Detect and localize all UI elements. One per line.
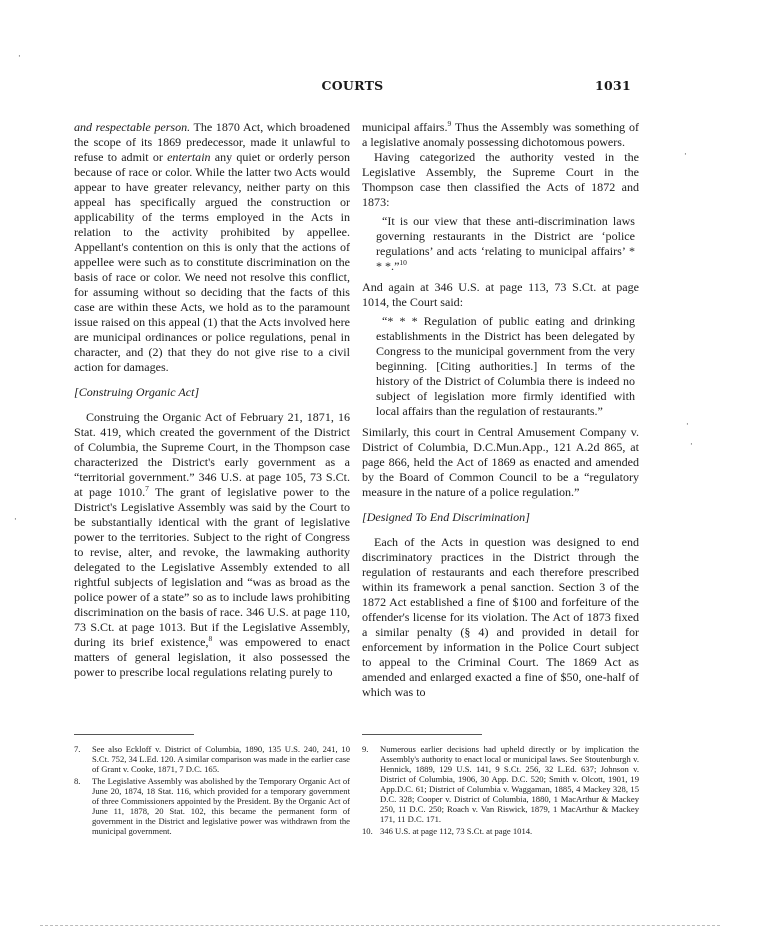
footnote-10 <box>362 826 639 836</box>
text-run: Construing the Organic Act of February 21, 1871, 16 Stat. 419, which created the government of the District of Columbia, the Supreme Court, in the Thompson case characterized the District's early government as a “territorial government.” 346 U.S. at page 105, 73 S.Ct. at page 1010. <box>74 410 350 499</box>
footnote-ref-8[interactable]: 8 <box>208 633 213 643</box>
footnote-8 <box>74 776 350 836</box>
paragraph-organic-act <box>74 410 350 680</box>
footnote-number: 9. <box>362 744 369 754</box>
paragraph-each-act: Each of the Acts in question was designed to end discriminatory practices in the District through the regulation of restaurants and each therefore prescribed within its framework a penal sanction. Section 3 of the 1872 Act established a fine of $100 and forfeiture of the offender's license for its violation. The Act of 1873 fixed a similar penalty (§ 4) and provided in detail for enforcement by information in the Police Court subject to appeal to the Criminal Court. The 1869 Act as amended and enlarged exacted a fine of $50, one-half of which was to <box>362 535 639 699</box>
footnote-9 <box>362 744 639 824</box>
right-column <box>362 120 639 700</box>
paragraph-categorized: Having categorized the authority vested in the Legislative Assembly, the Supreme Court in the Thompson case then classified the Acts of 1872 and 1873: <box>362 150 639 209</box>
scan-speck: · <box>18 52 21 62</box>
paragraph-similarly: Similarly, this court in Central Amusement Company v. District of Columbia, D.C.Mun.App., 121 A.2d 865, at page 866, held the Act of 1869 as enacted and amended by the Board of Common Council to be a “regulatory measure in the nature of a police regulation.” <box>362 425 639 499</box>
footnote-ref-7[interactable]: 7 <box>145 483 149 493</box>
footnote-rule-left <box>74 734 194 735</box>
footnote-number: 8. <box>74 776 81 786</box>
italic-word: entertain <box>167 150 211 164</box>
paragraph-continued <box>74 120 350 375</box>
running-title: COURTS <box>321 78 384 93</box>
footnote-text: 346 U.S. at page 112, 73 S.Ct. at page 1014. <box>380 826 533 836</box>
scan-speck: · <box>690 440 693 450</box>
footnote-ref-10[interactable]: 10 <box>399 257 407 267</box>
scan-speck: · <box>14 515 17 525</box>
footnotes-left <box>74 744 350 838</box>
text-run: Thus the Assembly was something of a legislative anomaly possessing dichotomous powers. <box>362 120 639 149</box>
footnote-number: 7. <box>74 744 81 754</box>
block-quote-2: “* * * Regulation of public eating and drinking establishments in the District has been delegated by Congress to the municipal government from the very beginning. [Citing authorities.] In terms of the history of the District of Columbia there is indeed no subject of legislation more firmly identified with local affairs than the regulation of restaurants.” <box>376 314 635 418</box>
text-run: municipal affairs. <box>362 120 448 134</box>
footnote-ref-9[interactable]: 9 <box>447 118 452 128</box>
footnote-7 <box>74 744 350 774</box>
section-heading-construing: [Construing Organic Act] <box>74 385 200 399</box>
footnotes-right <box>362 744 639 838</box>
paragraph-and-again: And again at 346 U.S. at page 113, 73 S.Ct. at page 1014, the Court said: <box>362 280 639 309</box>
italic-phrase: and respectable person. <box>74 120 191 134</box>
text-run: The 1870 Act, which broadened the scope of its 1869 predecessor, made it unlawful to refuse to admit or <box>74 120 350 164</box>
running-header <box>74 78 631 94</box>
text-run: any quiet or orderly person because of race or color. While the latter two Acts would appear to have greater relevancy, neither party on this appeal has specifically argued the construction or applicability of the terms employed in the Acts in relation to the activity prohibited by appellee. Appellant's contention on this is only that the actions of appellee were such as to constitute discrimination on the basis of race or color. We need not resolve this conflict, for assuming without so deciding that the facts of this case are within these Acts, we hold as to the paramount issue raised on this appeal (1) that the Acts involved here are municipal ordinances or police regulations, penal in character, and (2) that they do not give rise to a civil action for damages. <box>74 150 350 374</box>
footnote-text: Numerous earlier decisions had upheld directly or by implication the Assembly's authority to enact local or municipal laws. See Stoutenburgh v. Hennick, 1889, 129 U.S. 141, 9 S.Ct. 256, 32 L.Ed. 637; Johnson v. District of Columbia, 1906, 30 App. D.C. 520; Smith v. Olcott, 1901, 19 App.D.C. 61; District of Columbia v. Waggaman, 1885, 4 Mackey 328, 15 D.C. 328; Cooper v. District of Columbia, 1880, 1 MacArthur & Mackey 250, 11 D.C. 250; Roach v. Van Riswick, 1879, 1 MacArthur & Mackey 171, 11 D.C. 171. <box>380 744 639 824</box>
paragraph-continued-right <box>362 120 639 150</box>
footnote-rule-right <box>362 734 482 735</box>
footnote-number: 10. <box>362 826 373 836</box>
text-run: was empowered to enact matters of general legislation, it also possessed the power to prescribe local regulations relating purely to <box>74 635 350 679</box>
footnote-text: See also Eckloff v. District of Columbia, 1890, 135 U.S. 240, 241, 10 S.Ct. 752, 34 L.Ed. 120. A similar comparison was made in the earlier case of Grant v. Cooke, 1871, 7 D.C. 165. <box>92 744 350 774</box>
text-run: “It is our view that these anti-discrimination laws governing restaurants in the District are ‘police regulations’ and acts ‘relating to municipal affairs’ * * *.” <box>376 214 635 273</box>
text-run: The grant of legislative power to the District's Legislative Assembly was said by the Court to be substantially identical with the grant of legislative power to the territories. Subject to the right of Congress to revise, alter, and revoke, the lawmaking authority delegated to the Legislative Assembly extended to all rightful subjects of legislation and “was as broad as the police power of a state” so as to include laws prohibiting discrimination on the basis of race. 346 U.S. at page 110, 73 S.Ct. at page 1013. But if the Legislative Assembly, during its brief existence, <box>74 485 350 649</box>
scan-speck: · <box>686 420 689 430</box>
section-heading-designed: [Designed To End Discrimination] <box>362 510 530 524</box>
bottom-edge-line <box>40 925 720 926</box>
block-quote-1 <box>376 214 635 274</box>
footnote-text: The Legislative Assembly was abolished by the Temporary Organic Act of June 20, 1874, 18 Stat. 116, which provided for a temporary government of three Commissioners appointed by the President. By the Organic Act of June 11, 1878, 20 Stat. 102, this became the permanent form of government in the District and legislative power was withdrawn from the municipal government. <box>92 776 350 836</box>
left-column <box>74 120 350 680</box>
page-number: 1031 <box>595 78 631 93</box>
scan-speck: · <box>684 150 687 160</box>
